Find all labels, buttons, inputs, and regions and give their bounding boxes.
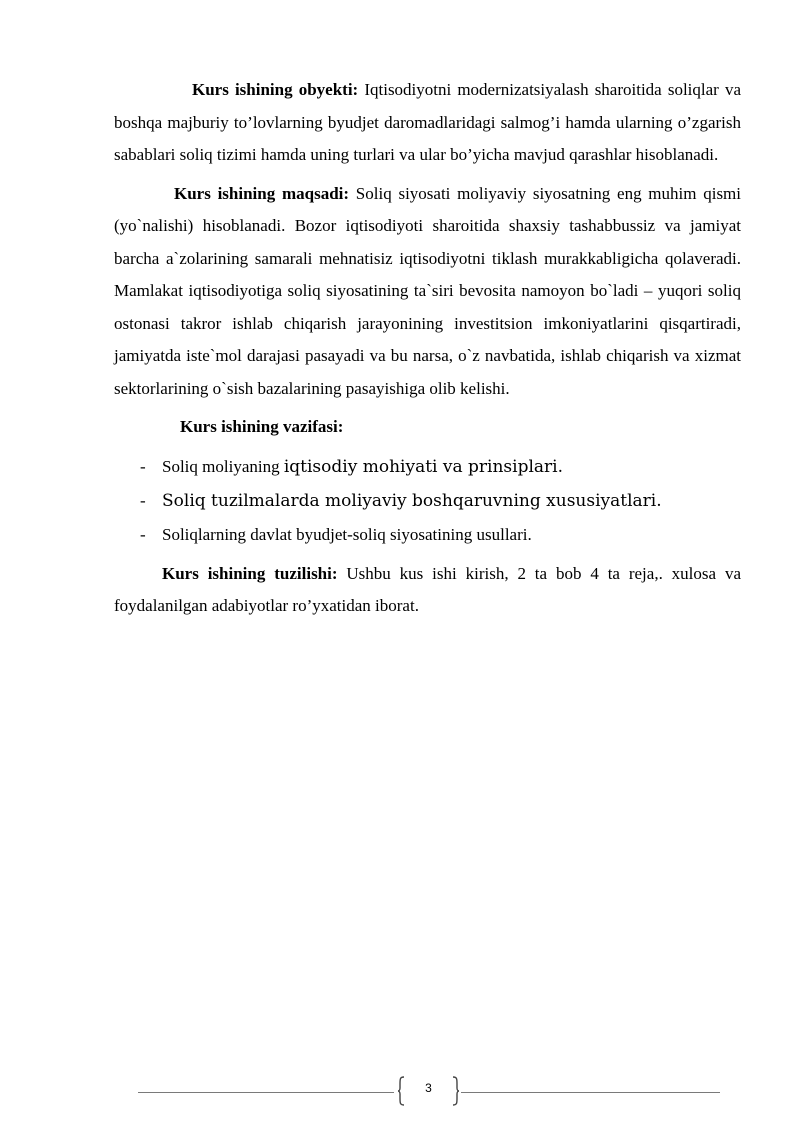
obyekt-label: Kurs ishining obyekti:: [192, 80, 359, 99]
list-dash: -: [140, 524, 146, 544]
list-item-1-part-b: iqtisodiy mohiyati va prinsiplari.: [283, 456, 563, 477]
list-dash: -: [140, 490, 146, 510]
tuzilishi-text: Ushbu kus ishi kirish, 2 ta bob 4 ta reja,. xulosa va foydalanilgan adabiyotlar ro’yxatidan iborat.: [114, 563, 741, 615]
document-page: [114, 74, 741, 623]
footer-rule-right: [461, 1092, 720, 1093]
list-item-1-part-a: Soliq moliyaning: [162, 456, 284, 476]
footer-rule-left: [138, 1092, 394, 1093]
tuzilishi-label: Kurs ishining tuzilishi:: [162, 563, 338, 583]
left-brace-icon: [397, 1076, 405, 1106]
page-number: 3: [425, 1081, 432, 1095]
list-item: [114, 450, 741, 484]
list-dash: -: [140, 456, 146, 476]
list-item-3: Soliqlarning davlat byudjet-soliq siyosatining usullari.: [162, 524, 532, 544]
obyekt-text: Iqtisodiyotni modernizatsiyalash sharoitida soliqlar va boshqa majburiy to’lovlarning byudjet daromadlaridagi salmog’i hamda ularning o’zgarish sabablari soliq tizimi hamda uning turlari va ular bo’yicha mavjud qarashlar hisoblanadi.: [114, 80, 741, 164]
paragraph-maqsad: [114, 178, 741, 406]
list-item: [114, 518, 741, 552]
list-item-2: Soliq tuzilmalarda moliyaviy boshqaruvning xususiyatlari.: [162, 490, 662, 511]
right-brace-icon: [452, 1076, 460, 1106]
maqsad-text: Soliq siyosati moliyaviy siyosatning eng muhim qismi (yo`nalishi) hisoblanadi. Bozor iqtisodiyoti sharoitida shaxsiy tashabbussiz va jamiyat barcha a`zolarining samarali mehnatisiz iqtisodiyotni tiklash murakkabligicha qolaveradi. Mamlakat iqtisodiyotiga soliq siyosatining ta`siri bevosita namoyon bo`ladi – yuqori soliq ostonasi takror ishlab chiqarish jarayonining investitsion imkoniyatlarini qisqartiradi, jamiyatda iste`mol darajasi pasayadi va bu narsa, o`z navbatida, ishlab chiqarish va xizmat sektorlarining o`sish bazalarining pasayishiga olib kelishi.: [114, 183, 742, 398]
tasks-list: [114, 450, 741, 552]
maqsad-label: Kurs ishining maqsadi:: [174, 183, 350, 203]
paragraph-tuzilishi: [114, 558, 741, 623]
list-item: [114, 484, 741, 518]
paragraph-obyekt: [114, 74, 741, 172]
vazifasi-label: Kurs ishining vazifasi:: [180, 417, 344, 436]
paragraph-vazifasi: [114, 411, 741, 444]
